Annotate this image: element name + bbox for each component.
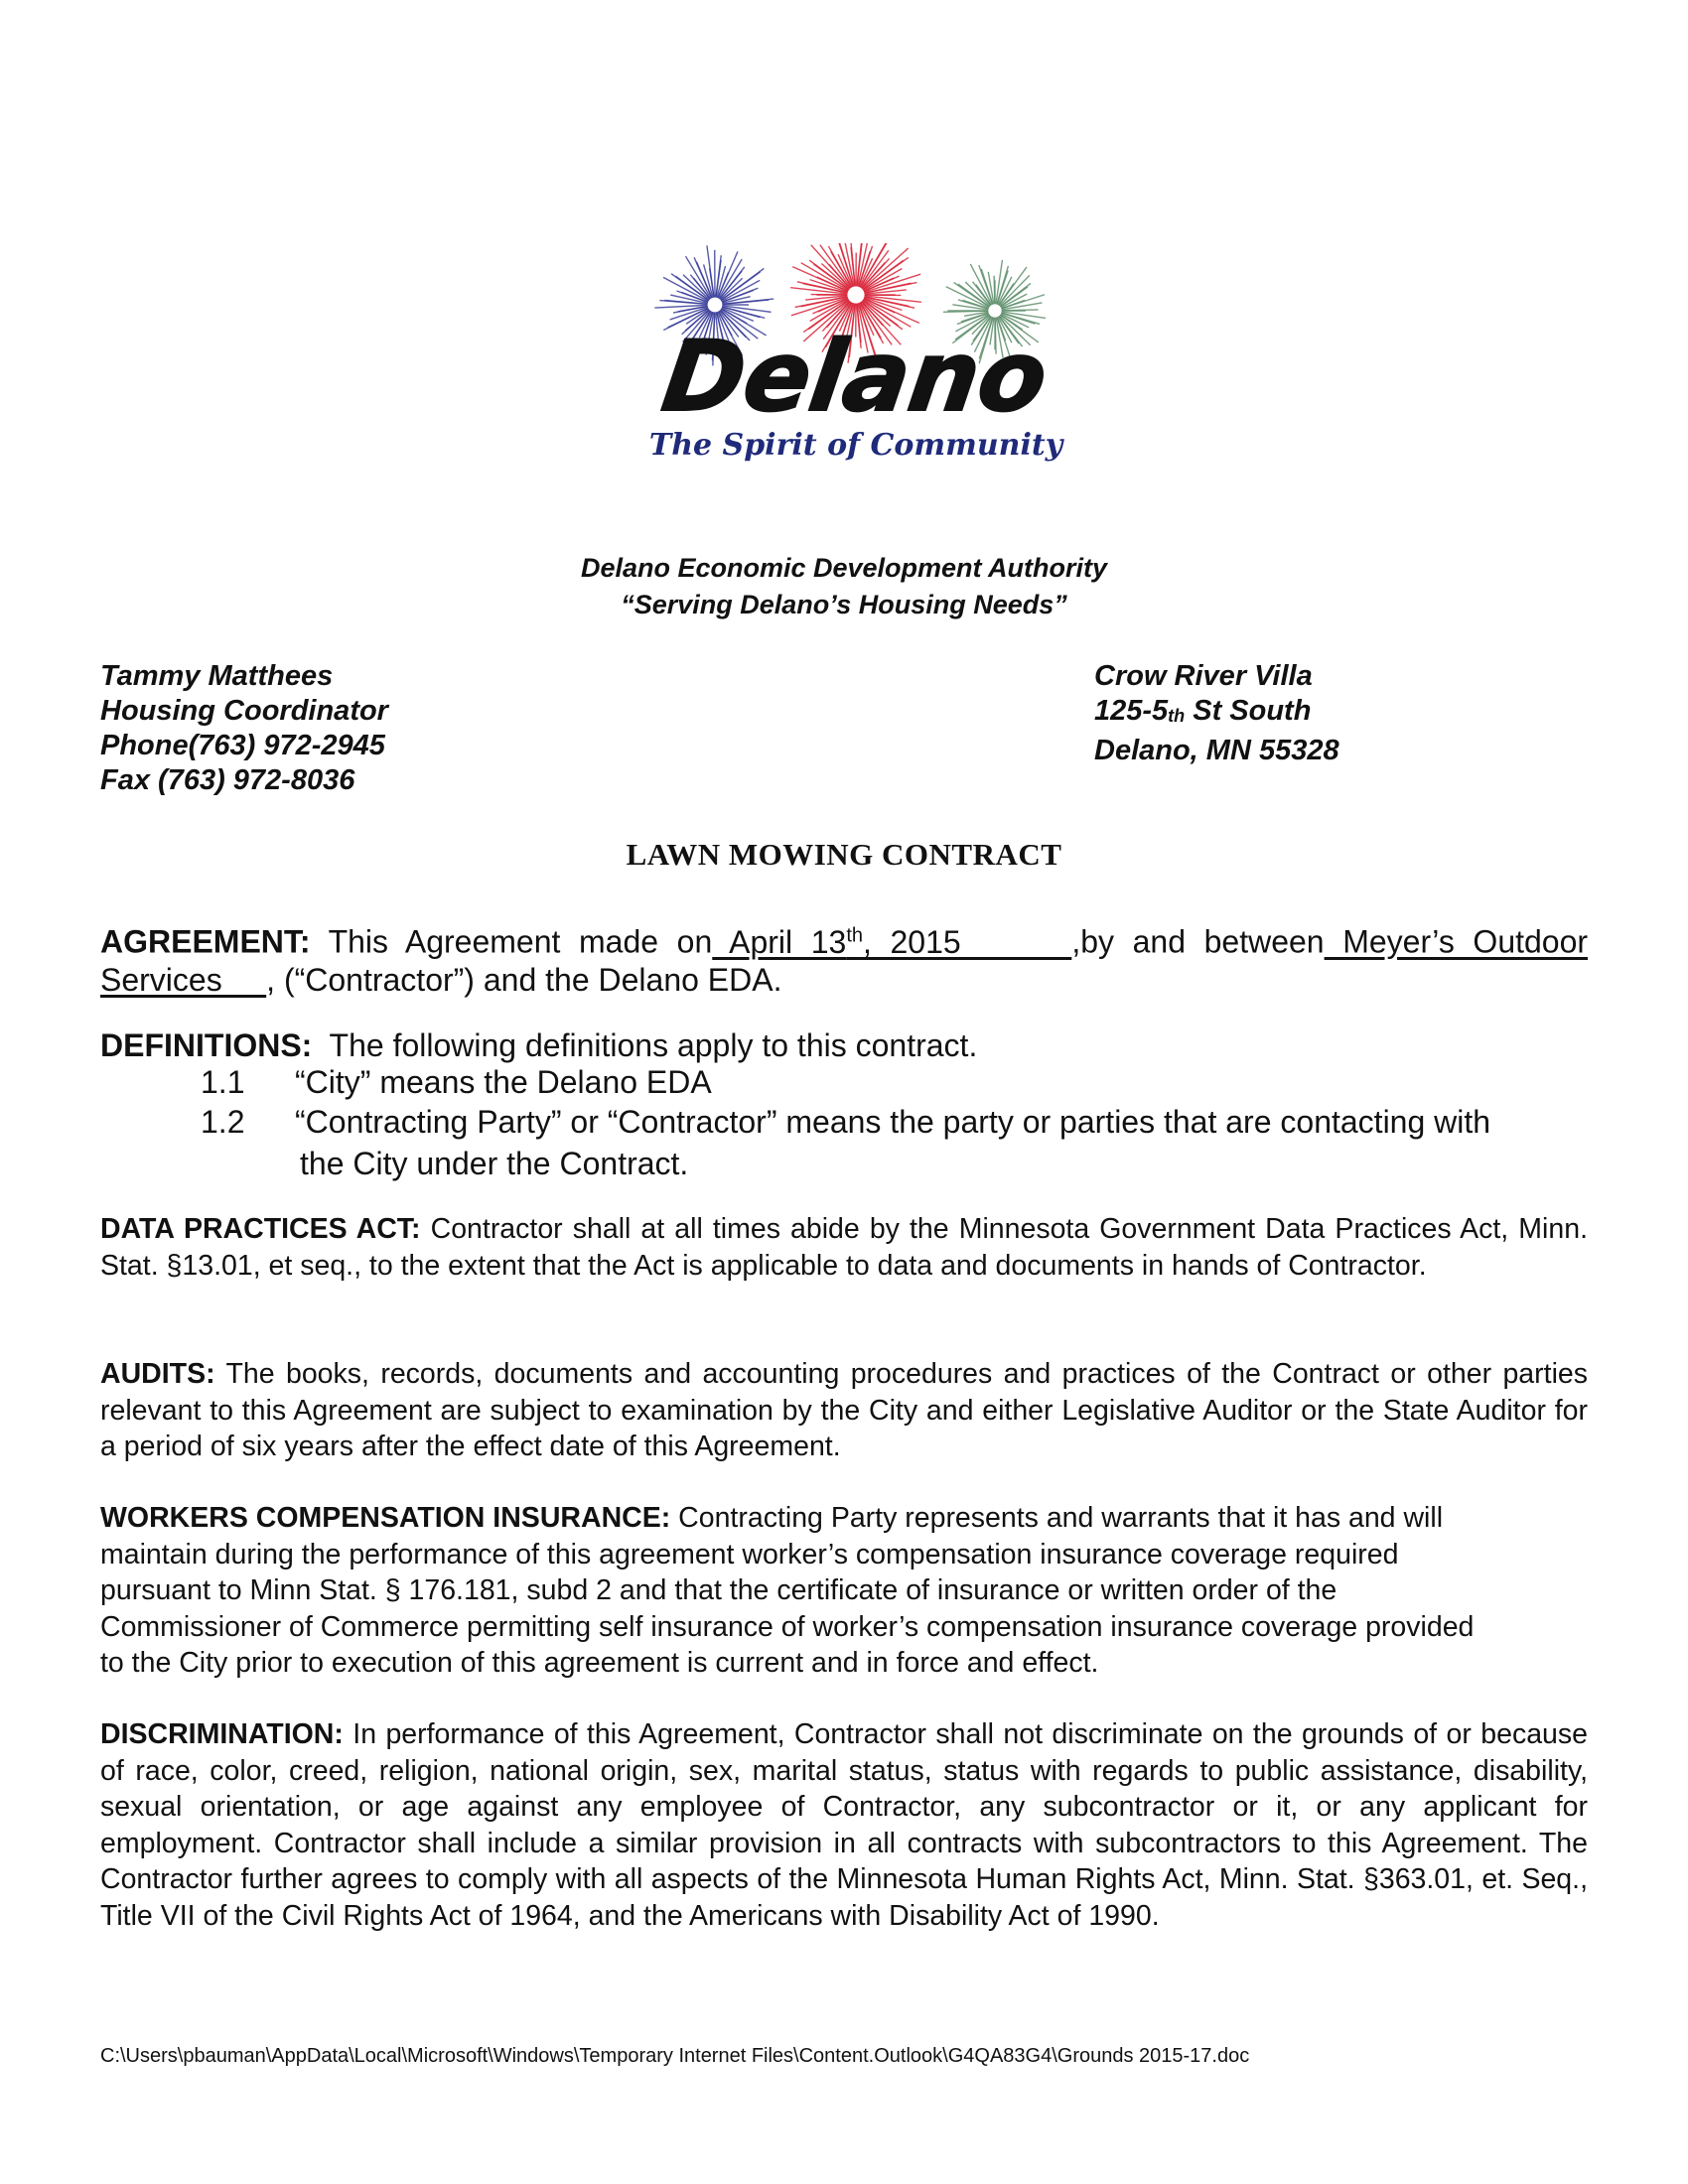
address-site: Crow River Villa <box>1094 660 1313 692</box>
logo-tagline: The Spirit of Community <box>648 428 1063 463</box>
footer-file-path: C:\Users\pbauman\AppData\Local\Microsoft\Windows\Temporary Internet Files\Content.Outlook\G4QA83G4\Grounds 2015-17.doc <box>100 2045 1250 2067</box>
audits-section: AUDITS: The books, records, documents and accounting procedures and practices of the Contract or other parties relevant to this Agreement are subject to examination by the City and either Legislative Auditor or the State Auditor for a period of six years after the effect date of this Agreement. <box>100 1358 1588 1462</box>
agreement-section <box>100 916 1588 999</box>
org-slogan: “Serving Delano’s Housing Needs” <box>621 590 1067 619</box>
workers-comp-section: WORKERS COMPENSATION INSURANCE: Contracting Party represents and warrants that it has and will maintain during the performance of this agreement worker’s compensation insurance coverage required pursuant to Minn Stat. § 176.181, subd 2 and that the certificate of insurance or written order of the Commissioner of Commerce permitting self insurance of worker’s compensation insurance coverage provided to the City prior to execution of this agreement is current and in force and effect. <box>100 1502 1475 1679</box>
agreement-heading: AGREEMENT: <box>100 923 311 960</box>
document-title: LAWN MOWING CONTRACT <box>626 837 1062 872</box>
contact-role: Housing Coordinator <box>100 695 388 727</box>
agreement-line-1: AGREEMENT: This Agreement made on April 13th, 2015 ,by and between Meyer’s Outdoor <box>100 923 1589 960</box>
logo-wordmark: Delano <box>655 321 1055 434</box>
contact-right <box>1094 659 1339 768</box>
org-name: Delano Economic Development Authority <box>580 553 1108 583</box>
data-practices-section: DATA PRACTICES ACT: Contractor shall at all times abide by the Minnesota Government Data Practices Act, Minn. Stat. §13.01, et seq., to the extent that the Act is applicable to data and documents in hands of Contractor. <box>100 1213 1588 1282</box>
agreement-party: Meyer’s Outdoor <box>1324 923 1589 960</box>
contact-name: Tammy Matthees <box>100 660 334 692</box>
workers-comp-heading: WORKERS COMPENSATION INSURANCE: <box>100 1502 671 1534</box>
discrimination-heading: DISCRIMINATION: <box>100 1718 344 1750</box>
definitions-heading: DEFINITIONS: <box>100 1027 313 1063</box>
agreement-line-2: Services , (“Contractor”) and the Delano EDA. <box>100 961 782 998</box>
audits-heading: AUDITS: <box>100 1358 215 1390</box>
definitions-heading-line: DEFINITIONS: The following definitions apply to this contract. <box>100 1027 978 1063</box>
contact-left <box>100 659 388 798</box>
document-page: Delano The Spirit of Community Delano Economic Development Authority “Serving Delano’s Housing Needs” Tammy Matthees Housing Coordinator Phone(763) 972-2945 Fax (763) 972-8036 Crow River Villa $125-5_{th}$ St South Delano, MN 55328 LAWN MOWING CONTRACT AGREEMENT: This Agreement made on April 13th, 2015 ,by and between Meyer’s Outdoor Services , (“Contractor”) and the Delano EDA. DEFINITIONS: The following definitions apply to this contract. 1.1 “City” means the Delano EDA 1.2 “Contracting Party” or “Contractor” means the party or parties that are contacting with the City under the Contract. DATA PRACTICES ACT: Contractor shall at all times abide by the Minnesota Government Data Practices Act, Minn. Stat. §13.01, et seq., to the extent that the Act is applicable to data and documents in hands of Contractor. AUDITS: The books, records, documents and accounting procedures and practices of the Contract or other parties relevant to this Agreement are subject to examination by the City and either Legislative Auditor or the State Auditor for a period of six years after the effect date of this Agreement. WORKERS COMPENSATION INSURANCE: Contracting Party represents and warrants that it has and will maintain during the performance of this agreement worker’s compensation insurance coverage required pursuant to Minn Stat. § 176.181, subd 2 and that the certificate of insurance or written order of the Commissioner of Commerce permitting self insurance of worker’s compensation insurance coverage provided to the City prior to execution of this agreement is current and in force and effect. DISCRIMINATION: In performance of this Agreement, Contractor shall not discriminate on the grounds of or because of race, color, creed, religion, national origin, sex, marital status, status with regards to public assistance, disability, sexual orientation, or age against any employee of Contractor, any subcontractor or it, or any applicant for employment. Contractor shall include a similar provision in all contracts with subcontractors to this Agreement. The Contractor further agrees to comply with all aspects of the Minnesota Human Rights Act, Minn. Stat. §363.01, et. Seq., Title VII of the Civil Rights Act of 1964, and the Americans with Disability Act of 1990. C:\Users\pbauman\AppData\Local\Microsoft\Windows\Temporary Internet Files\Content.Outlook\G4QA83G4\Grounds 2015-17.doc <box>0 0 1688 2184</box>
address-street: $125-5_{th}$ St South <box>1094 695 1312 727</box>
address-city: Delano, MN 55328 <box>1094 735 1339 766</box>
discrimination-section: DISCRIMINATION: In performance of this Agreement, Contractor shall not discriminate on the grounds of or because of race, color, creed, religion, national origin, sex, marital status, status with regards to public assistance, disability, sexual orientation, or age against any employee of Contractor, any subcontractor or it, or any applicant for employment. Contractor shall include a similar provision in all contracts with subcontractors to this Agreement. The Contractor further agrees to comply with all aspects of the Minnesota Human Rights Act, Minn. Stat. §363.01, et. Seq., Title VII of the Civil Rights Act of 1964, and the Americans with Disability Act of 1990. <box>100 1718 1588 1932</box>
delano-logo <box>596 243 1112 472</box>
contact-phone: Phone(763) 972-2945 <box>100 730 385 761</box>
contact-fax: Fax (763) 972-8036 <box>100 764 355 796</box>
data-practices-heading: DATA PRACTICES ACT: <box>100 1213 421 1245</box>
agreement-date: April 13th, 2015 <box>712 923 1072 960</box>
